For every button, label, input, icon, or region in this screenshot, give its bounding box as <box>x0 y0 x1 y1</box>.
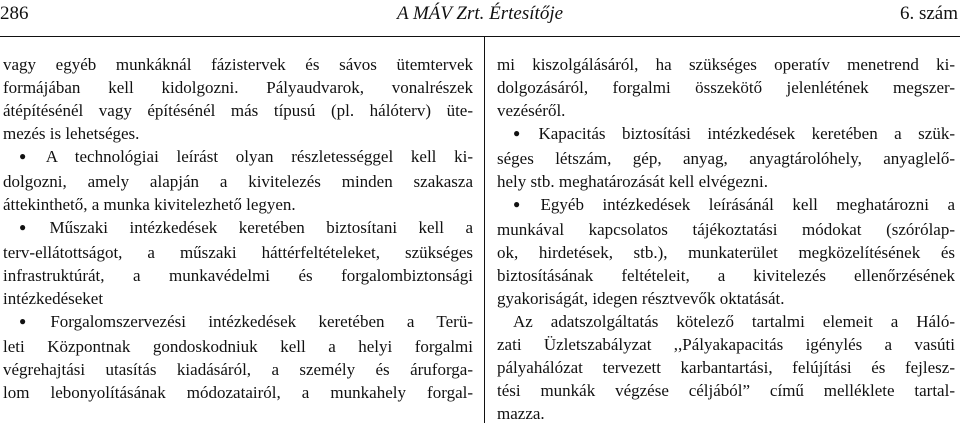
text-line: intézkedéseket <box>3 289 104 308</box>
text-line: A technológiai leírást olyan részletességgel kell ki- <box>45 147 474 166</box>
text-line: Forgalomszervezési intézkedések keretében a Terü- <box>50 312 473 331</box>
text-line: átépítésénél vagy építésénél más típusú (pl. hálóterv) üte- <box>3 101 473 120</box>
header-rule <box>0 36 960 37</box>
text-line: leti Központnak gondoskodniuk kell a helyi forgalmi <box>3 337 473 356</box>
text-line: Műszaki intézkedések keretében biztosítani kell a <box>49 218 474 237</box>
text-line: pályahálózat tervezett karbantartási, felújítási és fejlesz- <box>497 358 955 377</box>
text-line: zati Üzletszabályzat ,,Pályakapacitás igénylés a vasúti <box>497 335 955 354</box>
bullet-icon: ● <box>19 220 44 234</box>
text-line: formájában kell kidolgozni. Pályaudvarok, vonalrészek <box>3 78 473 97</box>
bullet-item <box>497 122 955 147</box>
bullet-icon: ● <box>19 314 45 328</box>
bullet-item <box>3 145 473 170</box>
issue-number: 6. szám <box>899 3 958 24</box>
text-line: vagy egyéb munkáknál fázistervek és sávos ütemtervek <box>3 55 473 74</box>
text-line: munkával kapcsolatos tájékoztatási módokat (szórólap- <box>497 220 955 239</box>
bullet-item <box>497 193 955 218</box>
right-column <box>497 53 955 425</box>
text-line: séges létszám, gép, anyag, anyagtárolóhely, anyaglelő- <box>497 149 955 168</box>
left-column <box>3 53 473 404</box>
text-line: végrehajtási utasítás kiadásáról, a személy és áruforga- <box>3 360 473 379</box>
text-line: terv-ellátottságot, a műszaki háttérfeltételeket, szükséges <box>3 243 473 262</box>
bullet-icon: ● <box>513 126 533 140</box>
text-line: ok, hirdetések, stb.), munkaterület megközelítésének és <box>497 243 955 262</box>
text-line: Az adatszolgáltatás kötelező tartalmi elemeit a Háló- <box>513 312 955 331</box>
text-line: mi kiszolgálásáról, ha szükséges operatív menetrend ki- <box>497 55 955 74</box>
column-divider <box>484 36 485 423</box>
journal-title: A MÁV Zrt. Értesítője <box>396 3 564 24</box>
text-line: lom lebonyolításának módozatairól, a munkahely forgal- <box>3 383 473 402</box>
page-header <box>0 0 960 36</box>
text-line: dolgozni, amely alapján a kivitelezés minden szakasza <box>3 172 473 191</box>
text-line: gyakoriságát, idegen résztvevők oktatását. <box>497 289 785 308</box>
bullet-icon: ● <box>513 197 535 211</box>
text-line: Egyéb intézkedések leírásánál kell meghatározni a <box>540 195 955 214</box>
text-line: áttekinthető, a munka kivitelezhető legyen. <box>3 195 296 214</box>
text-line: Kapacitás biztosítási intézkedések keretében a szük- <box>538 124 955 143</box>
text-line: mezés is lehetséges. <box>3 124 140 143</box>
text-line: tési munkák végzése céljából” című melléklete tartal- <box>497 381 955 400</box>
bullet-icon: ● <box>19 149 40 163</box>
page-number: 286 <box>0 3 29 24</box>
text-line: biztosításának feltételeit, a kivitelezés ellenőrzésének <box>497 266 955 285</box>
bullet-item <box>3 310 473 335</box>
text-line: hely stb. meghatározását kell elvégezni. <box>497 172 768 191</box>
text-line: mazza. <box>497 404 545 423</box>
text-line: infrastruktúrát, a munkavédelmi és forgalombiztonsági <box>3 266 473 285</box>
text-line: dolgozásáról, forgalmi összekötő jelenlétének megszer- <box>497 78 955 97</box>
bullet-item <box>3 216 473 241</box>
text-line: vezéséről. <box>497 101 566 120</box>
